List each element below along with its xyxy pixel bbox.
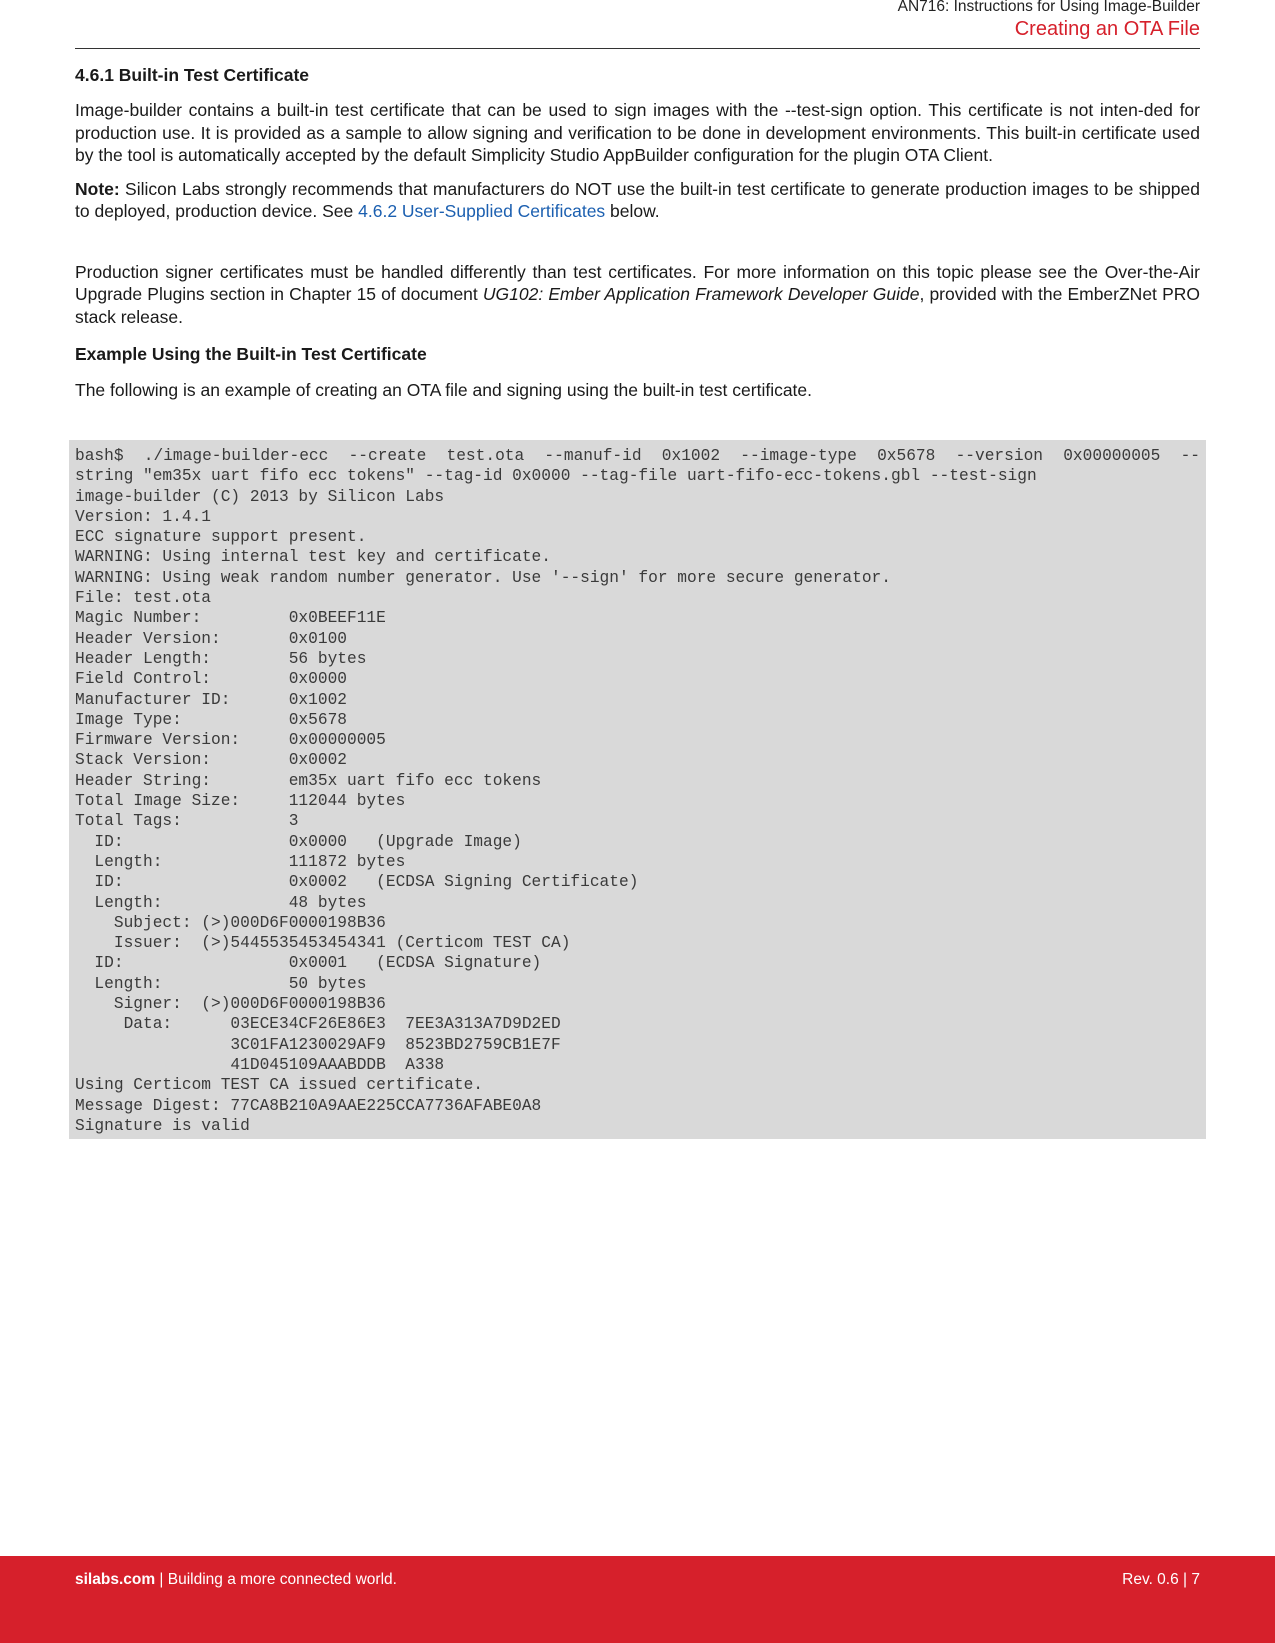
header-divider <box>75 48 1200 49</box>
command-output: string "em35x uart fifo ecc tokens" --tag-id 0x0000 --tag-file uart-fifo-ecc-tokens.gbl --test-sign image-builder (C) 2013 by Silicon Labs Version: 1.4.1 ECC signature support present. WARNING: Using internal test key and certificate. WARNING: Using weak random number generator. Use '--sign' for more secure generator. File: test.ota Magic Number: 0x0BEEF11E Header Version: 0x0100 Header Length: 56 bytes Field Control: 0x0000 Manufacturer ID: 0x1002 Image Type: 0x5678 Firmware Version: 0x00000005 Stack Version: 0x0002 Header String: em35x uart fifo ecc tokens Total Image Size: 112044 bytes Total Tags: 3 ID: 0x0000 (Upgrade Image) Length: 111872 bytes ID: 0x0002 (ECDSA Signing Certificate) Length: 48 bytes Subject: (>)000D6F0000198B36 Issuer: (>)5445535453454341 (Certicom TEST CA) ID: 0x0001 (ECDSA Signature) Length: 50 bytes Signer: (>)000D6F0000198B36 Data: 03ECE34CF26E86E3 7EE3A313A7D9D2ED 3C01FA1230029AF9 8523BD2759CB1E7F 41D045109AAABDDB A338 Using Certicom TEST CA issued certificate. Message Digest: 77CA8B210A9AAE225CCA7736AFABE0A8 Signature is valid <box>75 467 1037 1135</box>
footer-tagline: | Building a more connected world. <box>155 1571 397 1588</box>
footer-left <box>75 1570 397 1590</box>
user-supplied-certificates-link[interactable]: 4.6.2 User-Supplied Certificates <box>358 201 606 221</box>
production-text-after: , provided with the EmberZNet PRO stack release. <box>75 284 1200 327</box>
note-after: below. <box>605 201 660 221</box>
command-line: bash$ ./image-builder-ecc --create test.ota --manuf-id 0x1002 --image-type 0x5678 --version 0x00000005 -- <box>75 447 1200 465</box>
header-section-title: Creating an OTA File <box>1014 18 1200 40</box>
intro-paragraph: Image-builder contains a built-in test certificate that can be used to sign images with the --test-sign option. This certificate is not inten-ded for production use. It is provided as a sample to allow signing and verification to be done in development environments. This built-in certificate used by the tool is automatically accepted by the default Simplicity Studio AppBuilder configuration for the plugin OTA Client. <box>75 100 1200 165</box>
production-paragraph <box>75 261 1200 329</box>
note-paragraph <box>75 178 1200 223</box>
example-intro: The following is an example of creating an OTA file and signing using the built-in test certificate. <box>75 380 813 400</box>
production-text: Production signer certificates must be handled differently than test certificates. For more information on this topic please see the Over-the-Air Upgrade Plugins section in Chapter 15 of document <box>75 261 1200 304</box>
page-content <box>75 62 1200 402</box>
header-doc-title: AN716: Instructions for Using Image-Builder <box>897 0 1200 15</box>
ug102-document-title: UG102: Ember Application Framework Developer Guide <box>482 284 920 304</box>
note-text: Silicon Labs strongly recommends that manufacturers do NOT use the built-in test certificate to generate production images to be shipped to deployed, production device. See <box>75 178 1200 221</box>
note-label: Note: <box>75 178 120 199</box>
footer-page-info: Rev. 0.6 | 7 <box>1122 1571 1200 1588</box>
example-heading: Example Using the Built-in Test Certificate <box>75 344 427 364</box>
footer-bar <box>0 1556 1275 1643</box>
footer-site: silabs.com <box>75 1571 156 1588</box>
section-heading: 4.6.1 Built-in Test Certificate <box>75 65 310 85</box>
code-block <box>69 440 1206 1139</box>
